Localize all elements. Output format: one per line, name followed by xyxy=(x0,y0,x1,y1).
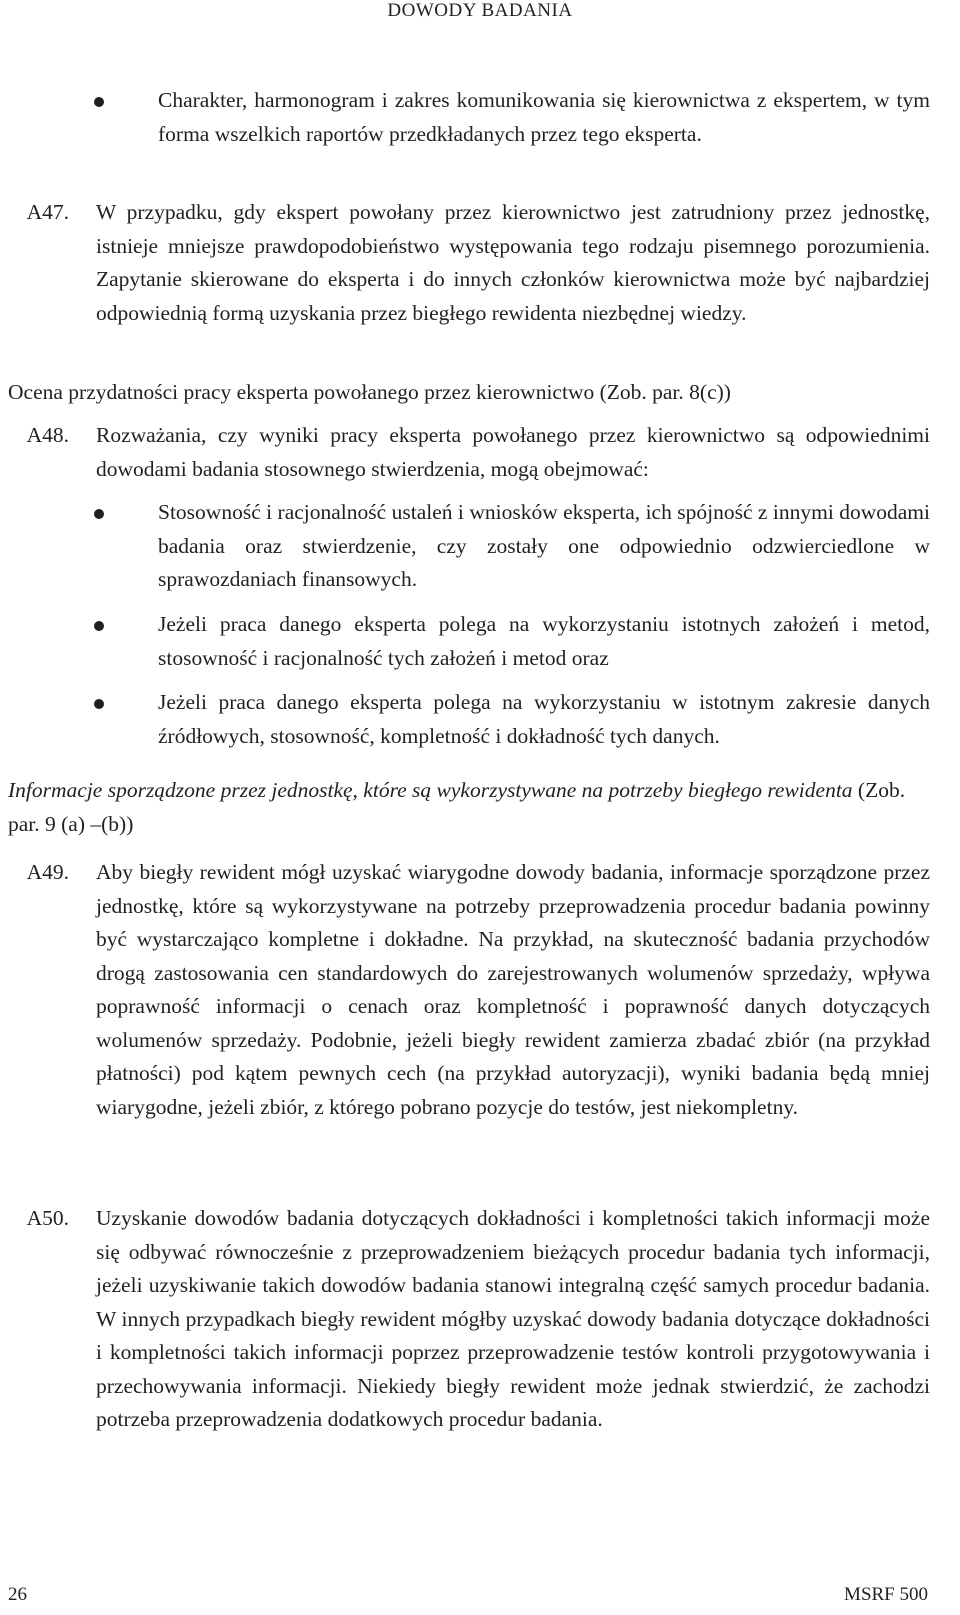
paragraph-text: Rozważania, czy wyniki pracy eksperta powołanego przez kierownictwo są odpowiednimi dowodami badania stosownego stwierdzenia, mogą obejmować: xyxy=(96,423,930,481)
paragraph-number: A50. xyxy=(26,1206,69,1230)
list-item-text: Jeżeli praca danego eksperta polega na wykorzystaniu istotnych założeń i metod, stosowność i racjonalność tych założeń i metod oraz xyxy=(158,612,930,670)
bullet-icon xyxy=(94,699,104,709)
page-number: 26 xyxy=(8,1584,27,1605)
bullet-icon xyxy=(94,621,104,631)
list-item-text: Stosowność i racjonalność ustaleń i wniosków eksperta, ich spójność z innymi dowodami badania oraz stwierdzenie, czy zostały one odpowiednio odzwierciedlone w sprawozdaniach finansowych. xyxy=(158,500,930,591)
paragraph-text: Uzyskanie dowodów badania dotyczących dokładności i kompletności takich informacji może się odbywać równocześnie z przeprowadzeniem bieżących procedur badania tych informacji, jeżeli uzyskiwanie takich dowodów badania stanowi integralną część samych procedur badania. W innych przypadkach biegły rewident mógłby uzyskać dowody badania dotyczące dokładności i kompletności takich informacji poprzez przeprowadzenie testów kontroli przygotowywania i przechowywania informacji. Niekiedy biegły rewident może jednak stwierdzić, że zachodzi potrzeba przeprowadzenia dodatkowych procedur badania. xyxy=(96,1206,930,1431)
paragraph-text: W przypadku, gdy ekspert powołany przez kierownictwo jest zatrudniony przez jednostkę, istnieje mniejsze prawdopodobieństwo występowania tego rodzaju pisemnego porozumienia. Zapytanie skierowane do eksperta i do innych członków kierownictwa może być najbardziej odpowiednią formą uzyskania przez biegłego rewidenta niezbędnej wiedzy. xyxy=(96,200,930,325)
running-header: DOWODY BADANIA xyxy=(387,0,573,21)
section-heading: Ocena przydatności pracy eksperta powołanego przez kierownictwo (Zob. par. 8(c)) xyxy=(8,380,731,404)
paragraph-text: Aby biegły rewident mógł uzyskać wiarygodne dowody badania, informacje sporządzone przez jednostkę, które są wykorzystywane na potrzeby przeprowadzenia procedur badania powinny być wystarczająco kompletne i dokładne. Na przykład, na skuteczność badania przychodów drogą zastosowania cen standardowych do zarejestrowanych wolumenów sprzedaży, wpływa poprawność informacji o cenach oraz kompletność i poprawność danych dotyczących wolumenów sprzedaży. Podobnie, jeżeli biegły rewident zamierza zbadać zbiór (na przykład płatności) pod kątem pewnych cech (na przykład autoryzacji), wyniki badania będą mniej wiarygodne, jeżeli zbiór, z którego pobrano pozycje do testów, jest niekompletny. xyxy=(96,860,930,1119)
bullet-icon xyxy=(94,509,104,519)
section-heading-italic xyxy=(8,774,930,841)
bullet-icon xyxy=(94,97,104,107)
footer-standard-label: MSRF 500 xyxy=(844,1584,928,1605)
heading-italic-part: Informacje sporządzone przez jednostkę, które są wykorzystywane na potrzeby biegłego rewidenta xyxy=(8,778,853,802)
paragraph-number: A49. xyxy=(26,860,69,884)
paragraph-number: A47. xyxy=(26,200,69,224)
list-item-text: Charakter, harmonogram i zakres komunikowania się kierownictwa z ekspertem, w tym forma wszelkich raportów przedkładanych przez tego eksperta. xyxy=(158,88,930,146)
list-item-text: Jeżeli praca danego eksperta polega na wykorzystaniu w istotnym zakresie danych źródłowych, stosowność, kompletność i dokładność tych danych. xyxy=(158,690,930,748)
heading-reference-part: (Zob. par. 9 (a) –(b)) xyxy=(8,778,906,836)
paragraph-number: A48. xyxy=(26,423,69,447)
